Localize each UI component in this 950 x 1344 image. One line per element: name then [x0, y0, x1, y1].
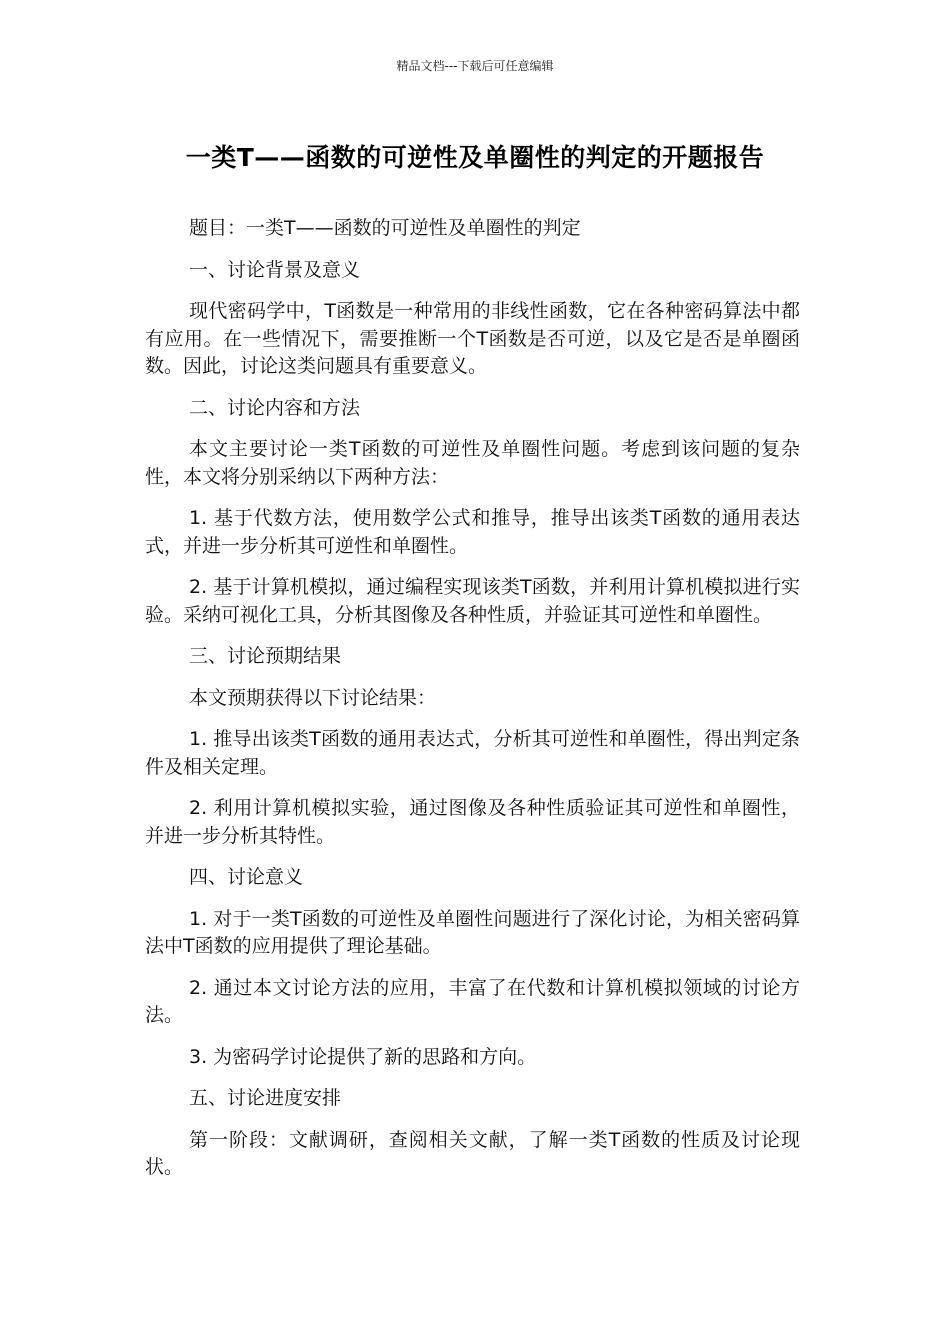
result-item-1: 1. 推导出该类T函数的通用表达式，分析其可逆性和单圈性，得出判定条件及相关定理。 — [145, 728, 800, 778]
topic-line: 题目：一类T——函数的可逆性及单圈性的判定 — [189, 217, 581, 239]
significance-item-3: 3. 为密码学讨论提供了新的思路和方向。 — [189, 1045, 537, 1068]
section-heading-schedule: 五、讨论进度安排 — [189, 1087, 342, 1109]
page-header: 精品文档---下载后可任意编辑 — [396, 59, 554, 73]
significance-item-2: 2. 通过本文讨论方法的应用，丰富了在代数和计算机模拟领域的讨论方法。 — [145, 976, 800, 1026]
content-intro-paragraph: 本文主要讨论一类T函数的可逆性及单圈性问题。考虑到该问题的复杂性，本文将分别采纳以下两种方法： — [145, 438, 800, 488]
results-intro-paragraph: 本文预期获得以下讨论结果： — [189, 686, 437, 709]
schedule-phase-1: 第一阶段：文献调研，查阅相关文献，了解一类T函数的性质及讨论现状。 — [145, 1128, 800, 1178]
section-heading-content-methods: 二、讨论内容和方法 — [189, 396, 361, 419]
section-heading-background: 一、讨论背景及意义 — [189, 258, 361, 281]
significance-item-1: 1. 对于一类T函数的可逆性及单圈性问题进行了深化讨论，为相关密码算法中T函数的应用提供了理论基础。 — [145, 907, 800, 957]
section-heading-significance: 四、讨论意义 — [189, 866, 304, 888]
result-item-2: 2. 利用计算机模拟实验，通过图像及各种性质验证其可逆性和单圈性，并进一步分析其特性。 — [145, 797, 800, 847]
background-paragraph: 现代密码学中，T函数是一种常用的非线性函数，它在各种密码算法中都有应用。在一些情况下，需要推断一个T函数是否可逆，以及它是否是单圈函数。因此，讨论这类问题具有重要意义。 — [145, 300, 800, 377]
method-item-1: 1. 基于代数方法，使用数学公式和推导，推导出该类T函数的通用表达式，并进一步分析其可逆性和单圈性。 — [145, 507, 800, 557]
section-heading-expected-results: 三、讨论预期结果 — [189, 645, 342, 667]
method-item-2: 2. 基于计算机模拟，通过编程实现该类T函数，并利用计算机模拟进行实验。采纳可视化工具，分析其图像及各种性质，并验证其可逆性和单圈性。 — [145, 576, 800, 626]
document-title: 一类T——函数的可逆性及单圈性的判定的开题报告 — [185, 143, 765, 172]
document-body — [145, 215, 800, 1196]
